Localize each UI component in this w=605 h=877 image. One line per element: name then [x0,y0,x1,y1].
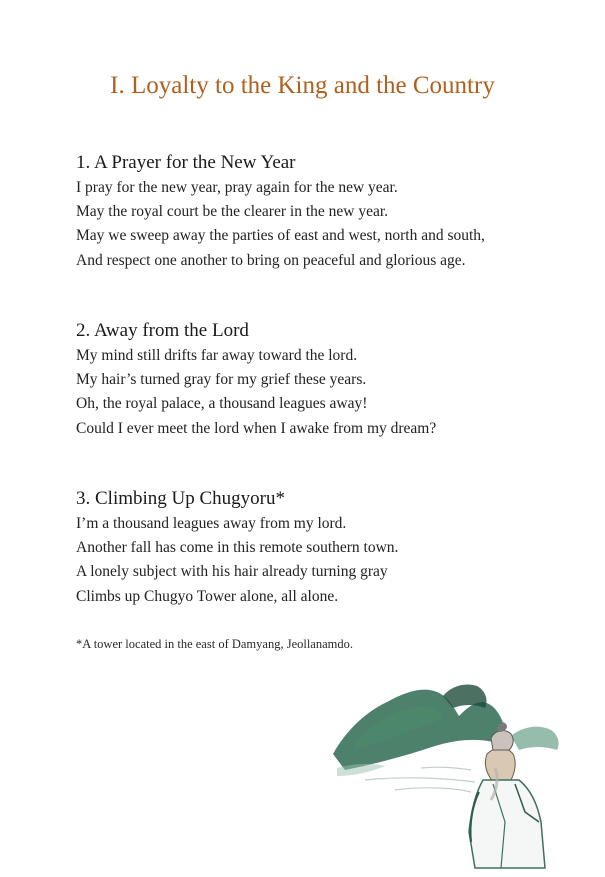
poem-line: A lonely subject with his hair already turning gray [76,563,388,581]
poem-line: I pray for the new year, pray again for the new year. [76,179,398,196]
poem-3 [76,487,576,609]
poem-line: My hair’s turned gray for my grief these years. [76,371,367,389]
chapter-title: I. Loyalty to the King and the Country [110,72,495,99]
mist-strokes [365,767,475,792]
poem-line: Another fall has come in this remote southern town. [76,539,399,557]
poem-line: Climbs up Chugyo Tower alone, all alone. [76,587,339,605]
poem-1 [76,151,576,273]
ink-painting-illustration [325,672,585,872]
poem-line: I’m a thousand leagues away from my lord. [76,515,347,532]
poem-title: 3. Climbing Up Chugyoru* [76,488,286,509]
poem-line: May the royal court be the clearer in the new year. [76,203,389,221]
poem-line: May we sweep away the parties of east and west, north and south, [76,227,485,245]
poem-2 [76,319,576,441]
poem-line: Could I ever meet the lord when I awake from my dream? [76,419,437,437]
mountain-shapes [333,684,559,776]
poem-line: Oh, the royal palace, a thousand leagues away! [76,395,368,413]
poem-title: 2. Away from the Lord [76,320,249,341]
poem-line: My mind still drifts far away toward the lord. [76,347,358,364]
footnote: *A tower located in the east of Damyang, Jeollanamdo. [76,637,354,651]
poem-title: 1. A Prayer for the New Year [76,152,296,173]
poem-line: And respect one another to bring on peaceful and glorious age. [76,251,466,269]
